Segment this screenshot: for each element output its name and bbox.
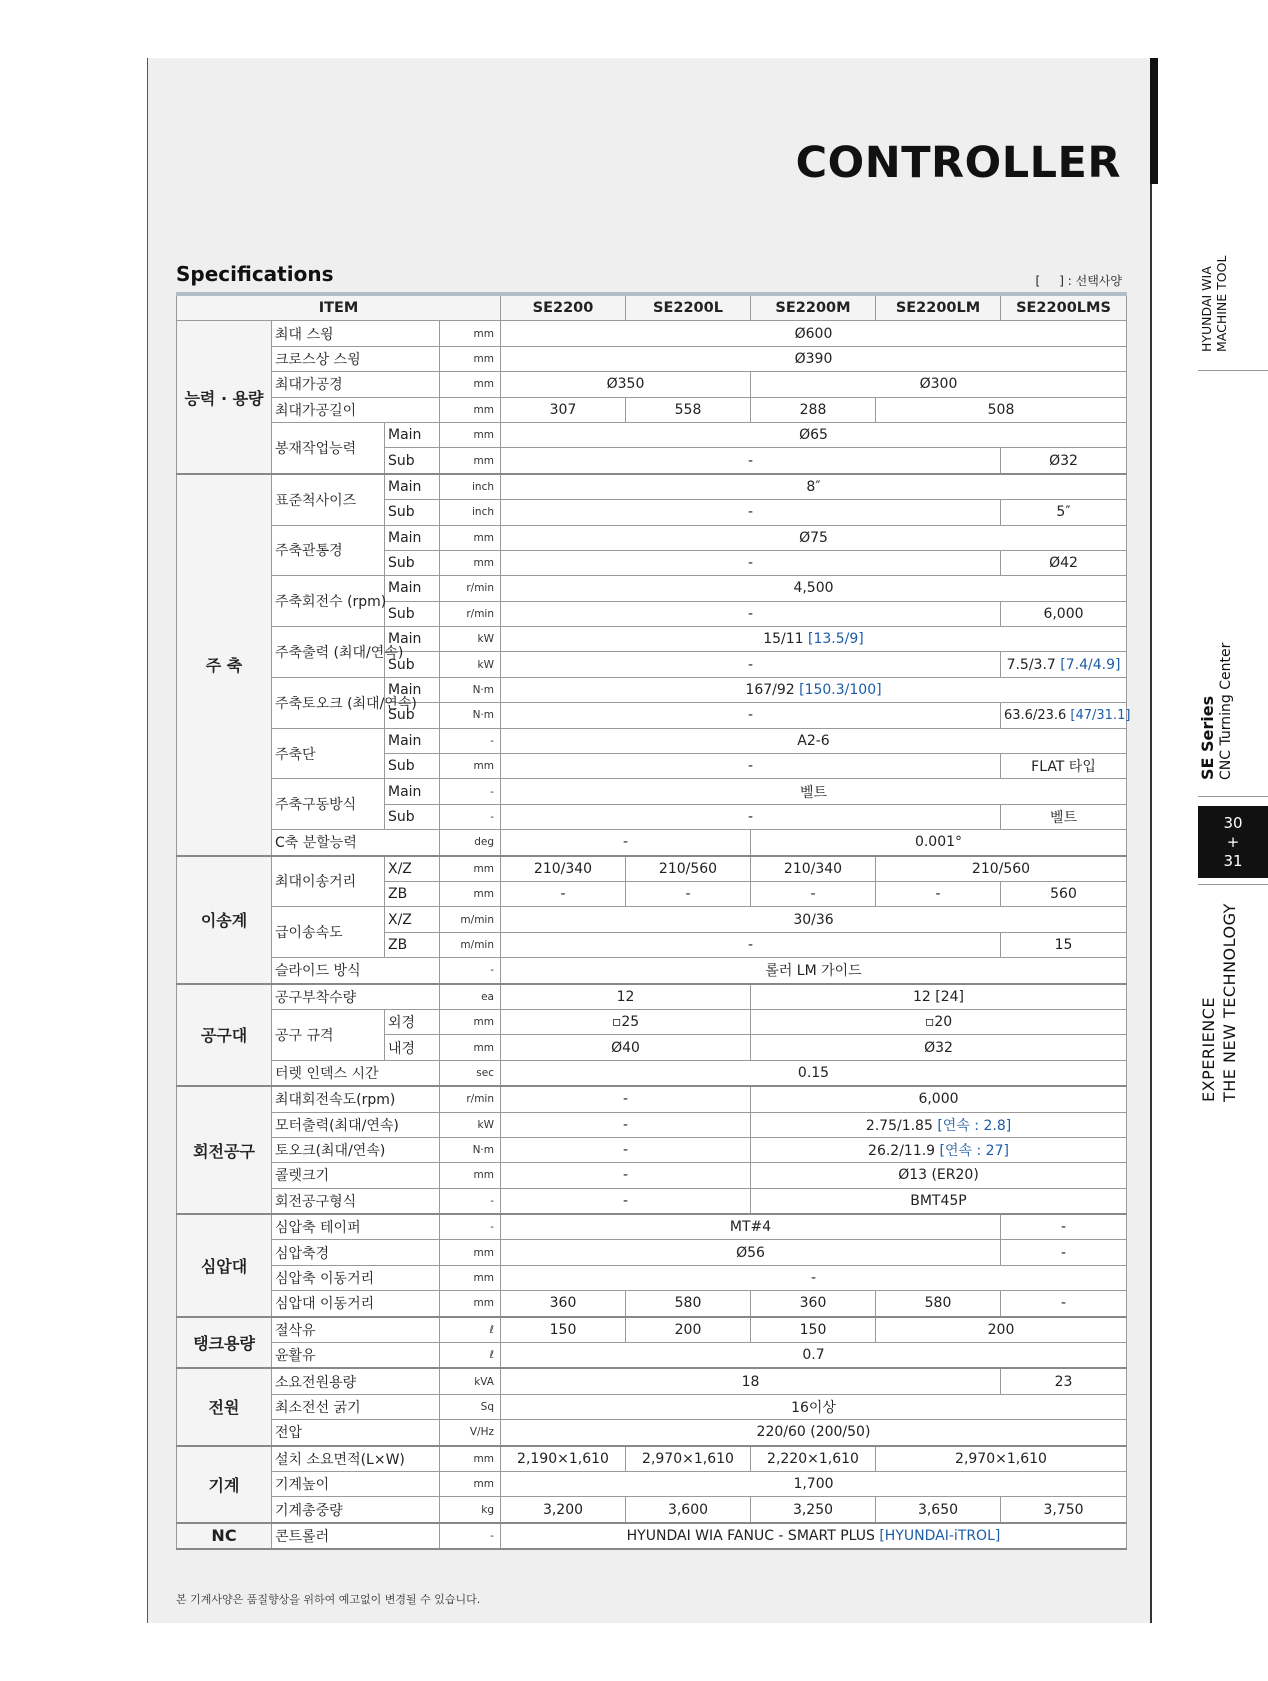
item-label: 전압 (272, 1420, 440, 1446)
item-label: 슬라이드 방식 (272, 958, 440, 984)
option-value: [150.3/100] (799, 682, 882, 699)
value-cell (1001, 703, 1131, 728)
value-cell (1001, 652, 1127, 677)
value-cell: Ø600 (501, 321, 1127, 346)
item-label: 공구부착수량 (272, 984, 440, 1010)
item-label: 절삭유 (272, 1317, 440, 1343)
unit: mm (440, 346, 501, 371)
table-row (177, 1060, 1127, 1086)
item-label: 공구 규격 (272, 1009, 385, 1060)
item-label: 급이송속도 (272, 907, 385, 958)
value-cell: 롤러 LM 가이드 (501, 958, 1127, 984)
table-row (177, 1317, 1127, 1343)
value-text: 7.5/3.7 (1006, 656, 1061, 673)
page-number (1198, 806, 1268, 878)
model-header: SE2200L (626, 294, 751, 321)
item-label: 심압축 이동거리 (272, 1265, 440, 1290)
value-cell: 23 (1001, 1368, 1127, 1394)
unit: mm (440, 856, 501, 882)
sub-label: Sub (385, 754, 440, 779)
value-cell: 288 (751, 397, 876, 422)
value-cell: - (501, 1086, 751, 1112)
unit: r/min (440, 576, 501, 601)
unit: kW (440, 627, 501, 652)
table-row (177, 1343, 1127, 1369)
sub-label: Main (385, 779, 440, 804)
value-text: 167/92 (745, 682, 800, 699)
value-cell: - (501, 1163, 751, 1188)
item-label: 크로스상 스윙 (272, 346, 440, 371)
sub-label: Sub (385, 601, 440, 626)
unit: m/min (440, 932, 501, 957)
unit: mm (440, 321, 501, 346)
value-text: HYUNDAI WIA FANUC - SMART PLUS (626, 1527, 880, 1544)
table-row (177, 779, 1127, 804)
value-cell: 200 (876, 1317, 1127, 1343)
unit: N·m (440, 677, 501, 702)
value-cell: 1,700 (501, 1471, 1127, 1496)
value-cell: Ø42 (1001, 550, 1127, 575)
value-cell: MT#4 (501, 1214, 1001, 1240)
value-cell: - (1001, 1240, 1127, 1265)
value-cell: - (1001, 1291, 1127, 1317)
value-cell: 150 (501, 1317, 626, 1343)
specifications-table (176, 292, 1131, 1550)
item-label: 기계총중량 (272, 1497, 440, 1523)
option-legend: [ ] : 선택사양 (1035, 274, 1122, 288)
model-header: SE2200M (751, 294, 876, 321)
sub-label: Sub (385, 550, 440, 575)
value-cell: - (626, 881, 751, 906)
value-cell: - (501, 601, 1001, 626)
page-number-right: 31 (1223, 852, 1243, 870)
sub-label: X/Z (385, 907, 440, 932)
unit: r/min (440, 601, 501, 626)
value-cell (751, 1137, 1127, 1162)
table-row (177, 958, 1127, 984)
option-value: [연속 : 27] (939, 1143, 1009, 1160)
unit: mm (440, 397, 501, 422)
table-row (177, 677, 1127, 702)
value-cell: 벨트 (1001, 804, 1127, 829)
sub-label: Sub (385, 500, 440, 525)
brand-line: HYUNDAI WIA (1199, 266, 1214, 352)
unit: - (440, 804, 501, 829)
value-cell: - (501, 703, 1001, 728)
table-row (177, 1163, 1127, 1188)
group-label: 주 축 (177, 474, 272, 856)
value-cell: 2,220×1,610 (751, 1446, 876, 1472)
value-cell: - (501, 1188, 751, 1214)
model-header: SE2200 (501, 294, 626, 321)
table-row (177, 525, 1127, 550)
value-cell: 15 (1001, 932, 1127, 957)
value-cell: 2,970×1,610 (876, 1446, 1127, 1472)
item-label: 주축관통경 (272, 525, 385, 576)
sub-label: Main (385, 474, 440, 500)
value-cell: - (501, 1265, 1127, 1290)
item-label: 윤활유 (272, 1343, 440, 1369)
value-cell: 307 (501, 397, 626, 422)
unit: inch (440, 500, 501, 525)
unit: mm (440, 1035, 501, 1060)
value-cell: 210/560 (876, 856, 1127, 882)
value-cell: 2,190×1,610 (501, 1446, 626, 1472)
value-cell (751, 1112, 1127, 1137)
unit: sec (440, 1060, 501, 1086)
value-cell: 12 (501, 984, 751, 1010)
item-label: 콜렛크기 (272, 1163, 440, 1188)
table-row (177, 728, 1127, 753)
item-label: 심압축 테이퍼 (272, 1214, 440, 1240)
value-cell: 5″ (1001, 500, 1127, 525)
option-value: [47/31.1] (1070, 707, 1131, 723)
value-cell: - (501, 448, 1001, 474)
unit: ea (440, 984, 501, 1010)
table-row (177, 1446, 1127, 1472)
value-cell: 3,600 (626, 1497, 751, 1523)
table-row (177, 627, 1127, 652)
sub-label: ZB (385, 881, 440, 906)
table-row (177, 346, 1127, 371)
unit: - (440, 779, 501, 804)
value-cell: 30/36 (501, 907, 1127, 932)
value-cell: - (501, 804, 1001, 829)
item-label: 소요전원용량 (272, 1368, 440, 1394)
value-cell (501, 1523, 1127, 1549)
value-cell: 3,650 (876, 1497, 1001, 1523)
unit: - (440, 1523, 501, 1549)
table-row (177, 576, 1127, 601)
unit: ℓ (440, 1317, 501, 1343)
unit: Sq (440, 1394, 501, 1419)
unit: m/min (440, 907, 501, 932)
table-row (177, 1394, 1127, 1419)
unit: mm (440, 372, 501, 397)
table-row (177, 1188, 1127, 1214)
item-label: 심압축경 (272, 1240, 440, 1265)
item-label: 최소전선 굵기 (272, 1394, 440, 1419)
unit: - (440, 1214, 501, 1240)
value-cell: 6,000 (1001, 601, 1127, 626)
value-cell: 18 (501, 1368, 1001, 1394)
group-label: 탱크용량 (177, 1317, 272, 1369)
value-cell: 220/60 (200/50) (501, 1420, 1127, 1446)
item-label: 주축출력 (최대/연속) (272, 627, 385, 678)
page-number-left: 30 (1223, 814, 1243, 832)
item-label: 설치 소요면적(L×W) (272, 1446, 440, 1472)
value-cell: 16이상 (501, 1394, 1127, 1419)
unit: ℓ (440, 1343, 501, 1369)
value-cell: 8″ (501, 474, 1127, 500)
unit: mm (440, 1446, 501, 1472)
group-label: 기계 (177, 1446, 272, 1523)
slogan-line: EXPERIENCE (1199, 996, 1218, 1102)
value-cell: 0.15 (501, 1060, 1127, 1086)
sub-label: Main (385, 525, 440, 550)
unit: mm (440, 550, 501, 575)
unit: kg (440, 1497, 501, 1523)
table-row (177, 372, 1127, 397)
item-label: 최대가공길이 (272, 397, 440, 422)
table-row (177, 984, 1127, 1010)
table-row (177, 1112, 1127, 1137)
value-cell: 200 (626, 1317, 751, 1343)
value-cell: 0.7 (501, 1343, 1127, 1369)
value-cell: Ø75 (501, 525, 1127, 550)
value-cell (501, 677, 1127, 702)
table-row (177, 1214, 1127, 1240)
table-row (177, 1523, 1127, 1549)
table-row (177, 856, 1127, 882)
value-cell: 150 (751, 1317, 876, 1343)
sub-label: 내경 (385, 1035, 440, 1060)
unit: - (440, 728, 501, 753)
table-row (177, 1137, 1127, 1162)
footnote: 본 기계사양은 품질향상을 위하여 예고없이 변경될 수 있습니다. (176, 1593, 481, 1606)
item-label: 심압대 이동거리 (272, 1291, 440, 1317)
group-label: 심압대 (177, 1214, 272, 1317)
sidebar-series (1199, 643, 1235, 780)
sub-label: Sub (385, 448, 440, 474)
item-label: 기계높이 (272, 1471, 440, 1496)
unit: mm (440, 1265, 501, 1290)
left-rule (147, 58, 148, 1623)
value-cell: - (501, 1112, 751, 1137)
item-label: 최대회전속도(rpm) (272, 1086, 440, 1112)
value-cell: 210/340 (501, 856, 626, 882)
group-label: 능력 · 용량 (177, 321, 272, 474)
item-label: 최대가공경 (272, 372, 440, 397)
page-title: CONTROLLER (795, 138, 1121, 188)
unit: N·m (440, 703, 501, 728)
unit: kVA (440, 1368, 501, 1394)
sub-label: X/Z (385, 856, 440, 882)
unit: mm (440, 1240, 501, 1265)
value-cell: - (501, 1137, 751, 1162)
value-cell: 0.001° (751, 830, 1127, 856)
table-row (177, 1240, 1127, 1265)
sub-label: Main (385, 627, 440, 652)
sidebar-divider (1198, 884, 1268, 885)
unit: inch (440, 474, 501, 500)
value-cell: 508 (876, 397, 1127, 422)
group-label: 이송계 (177, 856, 272, 984)
value-text: 2.75/1.85 (865, 1117, 938, 1134)
item-label: 터렛 인덱스 시간 (272, 1060, 440, 1086)
table-row (177, 1009, 1127, 1034)
table-row (177, 1086, 1127, 1112)
sub-label: Main (385, 677, 440, 702)
value-cell: 3,200 (501, 1497, 626, 1523)
table-header-row (177, 294, 1127, 321)
right-rule (1150, 58, 1152, 1623)
group-label: 전원 (177, 1368, 272, 1445)
group-label: 회전공구 (177, 1086, 272, 1214)
value-cell: Ø350 (501, 372, 751, 397)
item-label: 회전공구형식 (272, 1188, 440, 1214)
unit: - (440, 958, 501, 984)
value-cell: Ø32 (751, 1035, 1127, 1060)
specifications-heading: Specifications (176, 262, 334, 286)
value-cell: - (501, 881, 626, 906)
value-cell: 벨트 (501, 779, 1127, 804)
value-text: 15/11 (763, 631, 809, 648)
unit: mm (440, 881, 501, 906)
table-row (177, 1265, 1127, 1290)
sidebar-slogan (1198, 903, 1240, 1102)
model-header: SE2200LMS (1001, 294, 1127, 321)
value-cell: ▫25 (501, 1009, 751, 1034)
value-cell: - (876, 881, 1001, 906)
table-row (177, 1420, 1127, 1446)
series-subtitle: CNC Turning Center (1218, 642, 1234, 780)
model-header: SE2200LM (876, 294, 1001, 321)
unit: kW (440, 652, 501, 677)
sidebar-divider (1198, 370, 1268, 371)
item-label: 콘트롤러 (272, 1523, 440, 1549)
unit: mm (440, 1291, 501, 1317)
table-row (177, 321, 1127, 346)
item-label: 토오크(최대/연속) (272, 1137, 440, 1162)
sub-label: ZB (385, 932, 440, 957)
value-cell: Ø56 (501, 1240, 1001, 1265)
value-cell: 210/340 (751, 856, 876, 882)
unit: N·m (440, 1137, 501, 1162)
unit: mm (440, 1009, 501, 1034)
item-label: 표준척사이즈 (272, 474, 385, 525)
value-cell: BMT45P (751, 1188, 1127, 1214)
sub-label: Main (385, 422, 440, 447)
value-cell: Ø13 (ER20) (751, 1163, 1127, 1188)
sub-label: Sub (385, 804, 440, 829)
value-cell: 580 (626, 1291, 751, 1317)
value-cell: 560 (1001, 881, 1127, 906)
value-cell: - (501, 500, 1001, 525)
sub-label: Sub (385, 652, 440, 677)
table-row (177, 907, 1127, 932)
table-row (177, 1291, 1127, 1317)
table-row (177, 1471, 1127, 1496)
value-cell: - (501, 830, 751, 856)
value-text: 26.2/11.9 (868, 1143, 940, 1160)
item-label: 주축회전수 (rpm) (272, 576, 385, 627)
value-cell: 4,500 (501, 576, 1127, 601)
table-row (177, 422, 1127, 447)
table-row (177, 830, 1127, 856)
item-label: 최대이송거리 (272, 856, 385, 907)
value-cell: 558 (626, 397, 751, 422)
unit: - (440, 1188, 501, 1214)
option-value: [7.4/4.9] (1060, 656, 1121, 673)
sub-label: Main (385, 728, 440, 753)
value-cell: 3,750 (1001, 1497, 1127, 1523)
unit: mm (440, 448, 501, 474)
value-cell: - (751, 881, 876, 906)
option-value: [HYUNDAI-iTROL] (879, 1527, 1001, 1544)
group-label: 공구대 (177, 984, 272, 1087)
value-cell: Ø390 (501, 346, 1127, 371)
unit: mm (440, 525, 501, 550)
value-cell: 360 (751, 1291, 876, 1317)
table-row (177, 1497, 1127, 1523)
value-cell: 2,970×1,610 (626, 1446, 751, 1472)
value-cell: 12 [24] (751, 984, 1127, 1010)
item-label: 주축토오크 (최대/연속) (272, 677, 385, 728)
value-cell: 580 (876, 1291, 1001, 1317)
group-label: NC (177, 1523, 272, 1549)
table-row (177, 1368, 1127, 1394)
value-cell: Ø300 (751, 372, 1127, 397)
unit: mm (440, 754, 501, 779)
unit: r/min (440, 1086, 501, 1112)
sub-label: Main (385, 576, 440, 601)
sub-label: 외경 (385, 1009, 440, 1034)
unit: deg (440, 830, 501, 856)
right-accent-bar (1150, 58, 1158, 184)
value-cell: - (501, 932, 1001, 957)
value-cell: Ø32 (1001, 448, 1127, 474)
item-label: 모터출력(최대/연속) (272, 1112, 440, 1137)
slogan-line: THE NEW TECHNOLOGY (1220, 903, 1239, 1102)
value-cell: A2-6 (501, 728, 1127, 753)
table-row (177, 397, 1127, 422)
item-label: C축 분할능력 (272, 830, 440, 856)
brand-line: MACHINE TOOL (1214, 255, 1229, 352)
value-cell: - (501, 550, 1001, 575)
page-number-plus: + (1226, 833, 1240, 851)
value-cell: ▫20 (751, 1009, 1127, 1034)
sidebar-brand (1199, 256, 1229, 352)
value-text: 63.6/23.6 (1004, 707, 1071, 723)
item-label: 주축단 (272, 728, 385, 779)
value-cell (501, 627, 1127, 652)
option-value: [13.5/9] (808, 631, 864, 648)
value-cell: Ø65 (501, 422, 1127, 447)
item-label: 주축구동방식 (272, 779, 385, 830)
item-header: ITEM (177, 294, 501, 321)
value-cell: 6,000 (751, 1086, 1127, 1112)
value-cell: - (1001, 1214, 1127, 1240)
unit: mm (440, 1163, 501, 1188)
value-cell: Ø40 (501, 1035, 751, 1060)
sub-label: Sub (385, 703, 440, 728)
unit: mm (440, 1471, 501, 1496)
value-cell: FLAT 타입 (1001, 754, 1127, 779)
value-cell: 210/560 (626, 856, 751, 882)
value-cell: 360 (501, 1291, 626, 1317)
unit: kW (440, 1112, 501, 1137)
sidebar-divider (1198, 796, 1268, 797)
item-label: 최대 스윙 (272, 321, 440, 346)
value-cell: 3,250 (751, 1497, 876, 1523)
value-cell: - (501, 652, 1001, 677)
option-value: [연속 : 2.8] (937, 1117, 1012, 1134)
value-cell: - (501, 754, 1001, 779)
item-label: 봉재작업능력 (272, 422, 385, 473)
unit: mm (440, 422, 501, 447)
unit: V/Hz (440, 1420, 501, 1446)
series-name: SE Series (1198, 695, 1217, 780)
table-row (177, 474, 1127, 500)
